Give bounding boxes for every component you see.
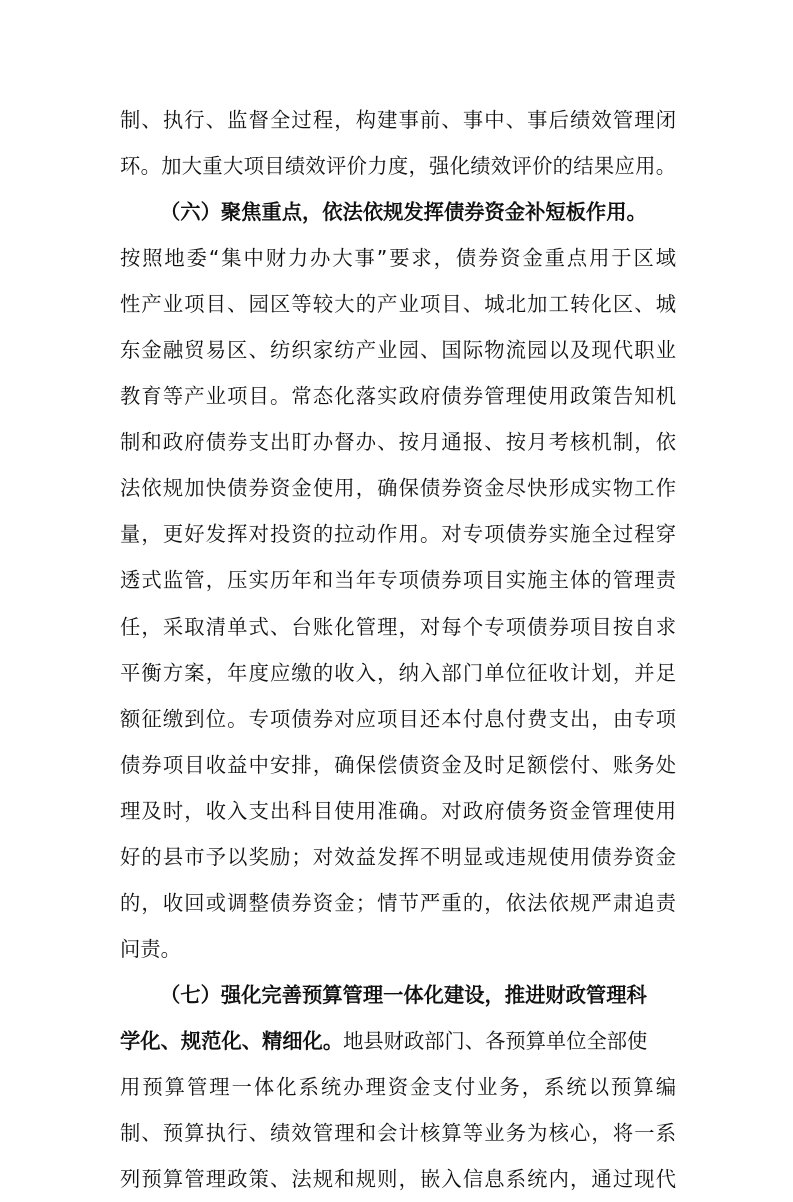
body-line [120,650,676,696]
body-line [120,281,676,327]
body-line-text: 按照地委“集中财力办大事”要求，债券资金重点用于区域 [120,246,678,271]
body-line-text: 东金融贸易区、纺织家纺产业园、国际物流园以及现代职业 [120,338,678,363]
body-line [120,1156,676,1202]
body-line [120,1064,679,1110]
body-line [120,557,676,603]
body-line-text: 制、预算执行、绩效管理和会计核算等业务为核心，将一系 [120,1121,678,1146]
document-body [120,97,679,1202]
body-line-text: 制、执行、监督全过程，构建事前、事中、事后绩效管理闭 [120,108,678,132]
body-line [120,1110,676,1156]
body-line-mixed [120,1018,676,1064]
body-line-text: 列预算管理政策、法规和规则，嵌入信息系统内，通过现代 [120,1167,678,1192]
body-line-text: 债券项目收益中安排，确保偿债资金及时足额偿付、账务处 [120,752,678,777]
body-line [120,742,676,788]
body-line-text: 性产业项目、园区等较大的产业项目、城北加工转化区、城 [120,292,678,317]
body-line-text: 任，采取清单式、台账化管理，对每个专项债券项目按自求 [120,614,678,639]
section-heading-text: 学化、规范化、精细化。 [120,1028,344,1053]
body-line [120,880,676,926]
body-line [120,235,676,281]
body-line-text: 平衡方案，年度应缴的收入，纳入部门单位征收计划，并足 [120,660,678,685]
body-line-text: 额征缴到位。专项债券对应项目还本付息付费支出，由专项 [120,706,678,731]
body-line-text: 地县财政部门、各预算单位全部使 [343,1028,648,1053]
body-line [120,419,676,465]
body-line [120,788,676,834]
body-line-text: 教育等产业项目。常态化落实政府债券管理使用政策告知机 [120,384,678,409]
body-line-text: 量，更好发挥对投资的拉动作用。对专项债券实施全过程穿 [120,522,678,547]
body-line [120,834,676,880]
body-line [120,926,676,972]
body-line [120,604,676,650]
body-line [120,327,676,373]
section-heading-7 [120,972,676,1018]
body-line-text: 制和政府债券支出盯办督办、按月通报、按月考核机制，依 [120,430,678,455]
body-line [120,511,676,557]
body-line [120,465,676,511]
body-line-text: 环。加大重大项目绩效评价力度，强化绩效评价的结果应用。 [120,154,677,179]
section-heading-text: （七）强化完善预算管理一体化建设，推进财政管理科 [160,982,647,1007]
body-line [120,696,676,742]
body-line [120,97,676,143]
body-line-text: 好的县市予以奖励；对效益发挥不明显或违规使用债券资金 [120,844,678,869]
body-line-text: 问责。 [120,936,181,961]
body-line-text: 理及时，收入支出科目使用准确。对政府债务资金管理使用 [120,798,678,823]
body-line-text: 透式监管，压实历年和当年专项债券项目实施主体的管理责 [120,568,678,593]
section-heading-text: （六）聚焦重点，依法依规发挥债券资金补短板作用。 [160,200,647,225]
body-line [120,143,676,189]
section-heading-6 [120,189,676,235]
body-line-text: 的，收回或调整债券资金；情节严重的，依法依规严肃追责 [120,890,678,915]
body-line [120,373,676,419]
body-line-text: 法依规加快债券资金使用，确保债券资金尽快形成实物工作 [120,476,678,501]
body-line-text: 用预算管理一体化系统办理资金支付业务，系统以预算编 [120,1074,679,1099]
